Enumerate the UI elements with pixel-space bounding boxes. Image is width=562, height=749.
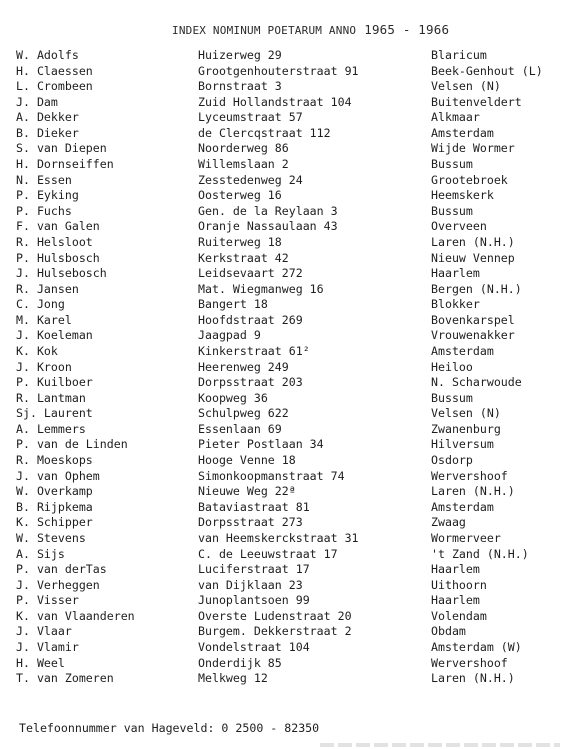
list-item (0, 375, 562, 391)
list-item (0, 437, 562, 453)
entry-name: B. Dieker (16, 125, 79, 140)
list-item (0, 313, 562, 329)
entry-street: Luciferstraat 17 (198, 562, 310, 577)
entry-street: Hooge Venne 18 (198, 453, 296, 468)
entry-street: Melkweg 12 (198, 671, 268, 686)
list-item (0, 484, 562, 500)
entry-city: Vrouwenakker (431, 328, 515, 343)
entry-street: Grootgenhouterstraat 91 (198, 63, 359, 78)
entry-city: Haarlem (431, 562, 480, 577)
list-item (0, 266, 562, 282)
entry-city: Amsterdam (431, 499, 494, 514)
entry-city: Beek-Genhout (L) (431, 63, 543, 78)
entry-name: P. Eyking (16, 188, 79, 203)
list-item (0, 79, 562, 95)
entry-name: P. Fuchs (16, 203, 72, 218)
list-item (0, 578, 562, 594)
list-item (0, 515, 562, 531)
entry-name: R. Moeskops (16, 453, 93, 468)
entry-city: Osdorp (431, 453, 473, 468)
entry-street: Huizerweg 29 (198, 48, 282, 62)
entry-city: Amsterdam (W) (431, 639, 522, 654)
entry-city: Grootebroek (431, 172, 508, 187)
entry-name: S. van Diepen (16, 141, 107, 156)
entry-city: Laren (N.H.) (431, 671, 515, 686)
entry-name: B. Rijpkema (16, 499, 93, 514)
list-item (0, 624, 562, 640)
entry-city: Laren (N.H.) (431, 484, 515, 499)
entry-street: Overste Ludenstraat 20 (198, 608, 352, 623)
entry-city: Volendam (431, 608, 487, 623)
entry-city: Obdam (431, 624, 466, 639)
entry-street: de Clercqstraat 112 (198, 125, 331, 140)
list-item (0, 562, 562, 578)
entry-city: Hilversum (431, 437, 494, 452)
entry-name: C. Jong (16, 297, 65, 312)
entry-name: M. Karel (16, 312, 72, 327)
list-item (0, 235, 562, 251)
entry-street: Oosterweg 16 (198, 188, 282, 203)
entry-street: Bangert 18 (198, 297, 268, 312)
entry-street: Koopweg 36 (198, 390, 268, 405)
list-item (0, 141, 562, 157)
entry-city: Wervershoof (431, 468, 508, 483)
entry-name: J. van Ophem (16, 468, 100, 483)
entry-city: 't Zand (N.H.) (431, 546, 529, 561)
entry-name: R. Jansen (16, 281, 79, 296)
entry-street: Oranje Nassaulaan 43 (198, 219, 338, 234)
entry-name: L. Crombeen (16, 79, 93, 94)
list-item (0, 344, 562, 360)
entry-name: K. van Vlaanderen (16, 608, 135, 623)
list-item (0, 360, 562, 376)
entry-city: Blokker (431, 297, 480, 312)
entry-street: Burgem. Dekkerstraat 2 (198, 624, 352, 639)
entry-name: R. Helsloot (16, 234, 93, 249)
entry-name: Sj. Laurent (16, 406, 93, 421)
entry-city: Zwanenburg (431, 421, 501, 436)
entry-city: Buitenveldert (431, 94, 522, 109)
list-item (0, 251, 562, 267)
entry-name: P. van de Linden (16, 437, 128, 452)
entry-name: P. Hulsbosch (16, 250, 100, 265)
list-item (0, 531, 562, 547)
entry-name: J. Hulsebosch (16, 266, 107, 281)
list-item (0, 48, 562, 64)
entry-street: Simonkoopmanstraat 74 (198, 468, 345, 483)
entry-name: J. Kroon (16, 359, 72, 374)
entry-city: Wormerveer (431, 530, 501, 545)
entry-name: A. Sijs (16, 546, 65, 561)
entry-name: P. van derTas (16, 562, 107, 577)
entry-name: H. Weel (16, 655, 65, 670)
entry-city: Bussum (431, 390, 473, 405)
list-item (0, 391, 562, 407)
entry-street: Nieuwe Weg 22ª (198, 484, 296, 499)
entry-name: T. van Zomeren (16, 671, 114, 686)
entry-street: Heerenweg 249 (198, 359, 289, 374)
bleed-through-mark (320, 743, 560, 747)
list-item (0, 204, 562, 220)
list-item (0, 422, 562, 438)
entry-name: K. Kok (16, 343, 58, 358)
entry-name: J. Vlaar (16, 624, 72, 639)
entry-city: Bussum (431, 203, 473, 218)
list-item (0, 469, 562, 485)
entry-name: F. van Galen (16, 219, 100, 234)
entry-name: N. Essen (16, 172, 72, 187)
entry-street: Bornstraat 3 (198, 79, 282, 94)
entry-name: A. Lemmers (16, 421, 86, 436)
list-item (0, 500, 562, 516)
entry-street: Bataviastraat 81 (198, 499, 310, 514)
entry-street: van Heemskerckstraat 31 (198, 530, 359, 545)
entry-name: J. Vlamir (16, 639, 79, 654)
entry-name: H. Dornseiffen (16, 157, 114, 172)
entry-name: P. Visser (16, 593, 79, 608)
entry-city: Amsterdam (431, 343, 494, 358)
entry-name: J. Verheggen (16, 577, 100, 592)
entry-name: H. Claessen (16, 63, 93, 78)
title-text: INDEX NOMINUM POETARUM ANNO (172, 24, 357, 37)
list-item (0, 173, 562, 189)
entry-city: Bussum (431, 157, 473, 172)
entry-city: Wervershoof (431, 655, 508, 670)
list-item (0, 64, 562, 80)
list-item (0, 453, 562, 469)
entry-street: Zesstedenweg 24 (198, 172, 303, 187)
list-item (0, 188, 562, 204)
list-item (0, 406, 562, 422)
entry-street: Ruiterweg 18 (198, 234, 282, 249)
list-item (0, 110, 562, 126)
list-item (0, 219, 562, 235)
entry-city: Blaricum (431, 48, 487, 62)
list-item (0, 671, 562, 687)
entry-name: P. Kuilboer (16, 375, 93, 390)
list-item (0, 640, 562, 656)
list-item (0, 593, 562, 609)
entry-name: K. Schipper (16, 515, 93, 530)
entry-city: Velsen (N) (431, 79, 501, 94)
entry-street: C. de Leeuwstraat 17 (198, 546, 338, 561)
entry-city: N. Scharwoude (431, 375, 522, 390)
entry-street: van Dijklaan 23 (198, 577, 303, 592)
entry-street: Vondelstraat 104 (198, 639, 310, 654)
title-years: 1965 - 1966 (364, 22, 450, 37)
list-item (0, 95, 562, 111)
list-item (0, 157, 562, 173)
phone-footer: Telefoonnummer van Hageveld: 0 2500 - 82350 (19, 721, 320, 735)
page-title (172, 22, 449, 37)
entry-street: Dorpsstraat 203 (198, 375, 303, 390)
entry-city: Alkmaar (431, 110, 480, 125)
entry-street: Willemslaan 2 (198, 157, 289, 172)
entry-city: Wijde Wormer (431, 141, 515, 156)
entry-city: Heiloo (431, 359, 473, 374)
entry-city: Bovenkarspel (431, 312, 515, 327)
entry-city: Overveen (431, 219, 487, 234)
entry-street: Leidsevaart 272 (198, 266, 303, 281)
list-item (0, 297, 562, 313)
entry-street: Essenlaan 69 (198, 421, 282, 436)
entry-street: Mat. Wiegmanweg 16 (198, 281, 324, 296)
list-item (0, 547, 562, 563)
entry-street: Zuid Hollandstraat 104 (198, 94, 352, 109)
list-item (0, 126, 562, 142)
entry-city: Laren (N.H.) (431, 234, 515, 249)
entry-name: W. Stevens (16, 530, 86, 545)
entry-city: Zwaag (431, 515, 466, 530)
entry-street: Pieter Postlaan 34 (198, 437, 324, 452)
entry-city: Nieuw Vennep (431, 250, 515, 265)
entry-city: Amsterdam (431, 125, 494, 140)
entry-street: Kerkstraat 42 (198, 250, 289, 265)
entry-street: Jaagpad 9 (198, 328, 261, 343)
entry-name: W. Overkamp (16, 484, 93, 499)
entry-street: Junoplantsoen 99 (198, 593, 310, 608)
entry-street: Onderdijk 85 (198, 655, 282, 670)
entry-street: Schulpweg 622 (198, 406, 289, 421)
list-item (0, 609, 562, 625)
entry-name: J. Koeleman (16, 328, 93, 343)
entry-street: Dorpsstraat 273 (198, 515, 303, 530)
entry-city: Heemskerk (431, 188, 494, 203)
entry-street: Kinkerstraat 61² (198, 343, 310, 358)
entry-name: A. Dekker (16, 110, 79, 125)
entry-street: Hoofdstraat 269 (198, 312, 303, 327)
list-item (0, 328, 562, 344)
list-item (0, 282, 562, 298)
entry-name: W. Adolfs (16, 48, 79, 62)
entry-city: Uithoorn (431, 577, 487, 592)
entry-city: Velsen (N) (431, 406, 501, 421)
entry-street: Lyceumstraat 57 (198, 110, 303, 125)
entry-name: R. Lantman (16, 390, 86, 405)
poet-index-list (0, 48, 562, 687)
entry-street: Gen. de la Reylaan 3 (198, 203, 338, 218)
entry-city: Haarlem (431, 266, 480, 281)
entry-name: J. Dam (16, 94, 58, 109)
entry-city: Bergen (N.H.) (431, 281, 522, 296)
entry-city: Haarlem (431, 593, 480, 608)
entry-street: Noorderweg 86 (198, 141, 289, 156)
list-item (0, 656, 562, 672)
